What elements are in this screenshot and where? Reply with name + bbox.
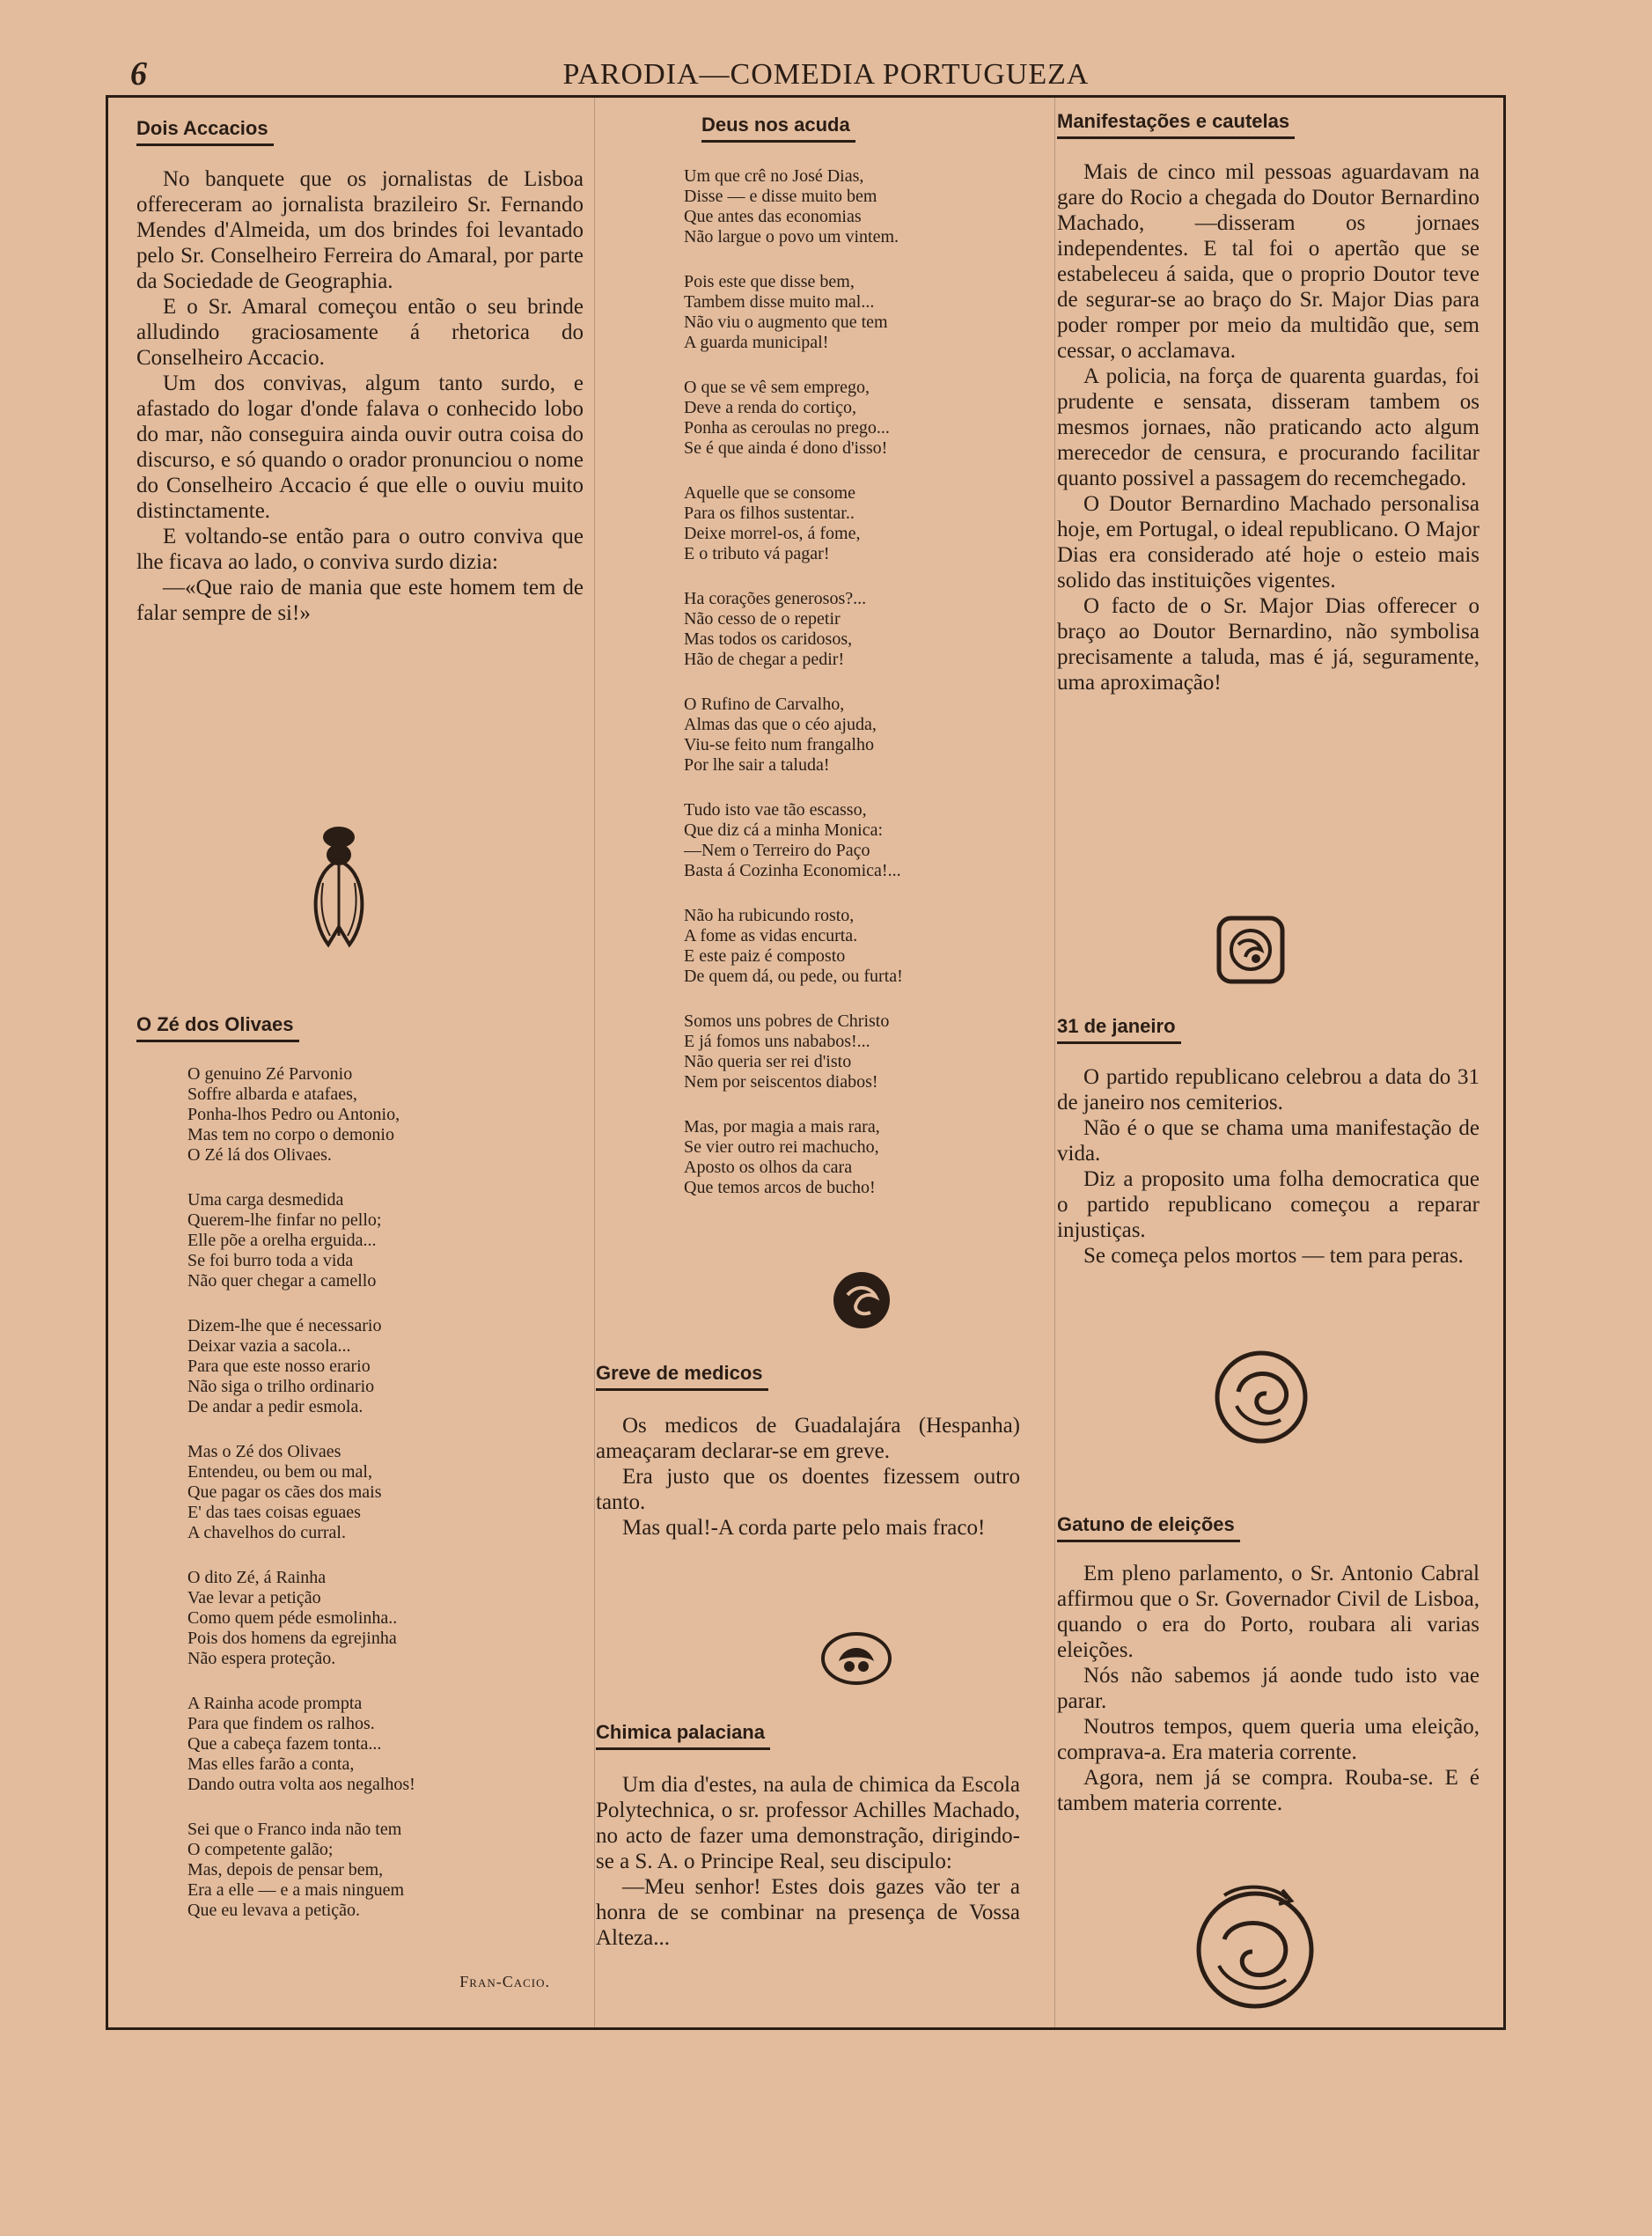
stanza [684,589,1018,670]
verse-line: Mas, por magia a mais rara, [684,1117,880,1136]
paragraph: Era justo que os doentes fizessem outro tanto. [596,1465,1020,1514]
verse-line: E' das taes coisas eguaes [187,1503,361,1522]
verse-line: Tambem disse muito mal... [684,292,875,312]
verse-line: Ha corações generosos?... [684,589,867,608]
verse-line: Não queria ser rei d'isto [684,1052,852,1071]
paragraph: Em pleno parlamento, o Sr. Antonio Cabral affirmou que o Sr. Governador Civil de Lisboa, quando o era do Porto, roubara ali varias eleições. [1057,1562,1479,1662]
stanza [187,1064,557,1166]
verse-line: Mas tem no corpo o demonio [187,1125,394,1144]
paragraph: Noutros tempos, quem queria uma eleição, comprava-a. Era materia corrente. [1057,1715,1479,1764]
verse-line: Aposto os olhos da cara [684,1158,853,1177]
verse-line: Uma carga desmedida [187,1190,344,1210]
stanza [187,1190,557,1291]
verse-line: Deve a renda do cortiço, [684,398,857,417]
page-frame [106,95,1506,2030]
article-title: Chimica palaciana [596,1721,770,1750]
running-head: PARODIA—COMEDIA PORTUGUEZA [562,58,1090,91]
paragraph: Mais de cinco mil pessoas aguardavam na gare do Rocio a chegada do Doutor Bernardino Machado, —disseram os jornaes independentes. E tal foi o apertão que se estabeleceu á saida, que o proprio Doutor teve de segurar-se ao braço do Sr. Major Dias para poder romper por meio da multidão que, sem cessar, o acclamava. [1057,160,1479,363]
verse-line: Mas, depois de pensar bem, [187,1860,384,1879]
verse-line: De quem dá, ou pede, ou furta! [684,967,903,986]
article-title: Manifestações e cautelas [1057,110,1295,139]
stanza [684,272,1018,353]
verse-line: Um que crê no José Dias, [684,166,864,186]
verse-line: Almas das que o céo ajuda, [684,715,877,734]
article-title: Deus nos acuda [701,114,855,143]
column-3 [1057,98,1596,2027]
verse-line: Mas o Zé dos Olivaes [187,1442,341,1461]
verse-line: O dito Zé, á Rainha [187,1568,327,1587]
verse-line: Não espera proteção. [187,1649,336,1668]
paragraph: O partido republicano celebrou a data do 31 de janeiro nos cemiterios. [1057,1065,1479,1114]
verse-line: Elle põe a orelha erguida... [187,1231,377,1250]
verse-line: O genuino Zé Parvonio [187,1064,353,1084]
paragraph: Um dos convivas, algum tanto surdo, e afastado do logar d'onde falava o conhecido lobo do mar, não conseguira ainda ouvir outra coisa do discurso, e só quando o orador pronunciou o nome do Conselheiro Accacio é que elle o ouviu muito distinctamente. [136,371,584,523]
verse-line: O Zé lá dos Olivaes. [187,1145,332,1165]
verse-line: Não largue o povo um vintem. [684,227,899,246]
paragraph: —Meu senhor! Estes dois gazes vão ter a honra de se combinar na presença de Vossa Alteza... [596,1875,1020,1950]
verse-line: Nem por seiscentos diabos! [684,1072,878,1092]
column-2 [596,98,1126,2027]
article-greve-de-medicos [596,1362,768,1391]
article-chimica-palaciana [596,1721,770,1750]
stanza [187,1442,557,1543]
verse-line: Ponha-lhos Pedro ou Antonio, [187,1105,400,1124]
verse-line: Se foi burro toda a vida [187,1251,354,1270]
verse-line: De andar a pedir esmola. [187,1397,363,1416]
paragraph: A policia, na força de quarenta guardas, foi prudente e sensata, disseram tambem os mesmos jornaes, não praticando acto algum merecedor de censura, e procurando facilitar quanto possivel a passagem do recemchegado. [1057,364,1479,490]
column-rule [594,98,595,2027]
verse-line: Não cesso de o repetir [684,609,841,629]
verse-line: Não siga o trilho ordinario [187,1377,375,1396]
verse-line: Mas todos os caridosos, [684,629,853,649]
article-body [1057,1064,1479,1269]
stanza [684,695,1018,776]
verse-line: O Rufino de Carvalho, [684,695,845,714]
poem [187,1064,557,1933]
verse-line: Não ha rubicundo rosto, [684,906,855,925]
article-body [136,166,584,626]
verse-line: Que a cabeça fazem tonta... [187,1734,382,1754]
verse-line: A fome as vidas encurta. [684,926,858,945]
paragraph: Os medicos de Guadalajára (Hespanha) ameaçaram declarar-se em greve. [596,1414,1020,1463]
paragraph: E voltando-se então para o outro conviva que lhe ficava ao lado, o conviva surdo dizia: [136,525,584,574]
verse-line: Dando outra volta aos negalhos! [187,1775,415,1794]
verse-line: Por lhe sair a taluda! [684,755,830,775]
article-body [596,1772,1020,1951]
paragraph: Se começa pelos mortos — tem para peras. [1083,1244,1464,1268]
verse-line: Tudo isto vae tão escasso, [684,800,867,820]
stanza [684,1011,1018,1092]
verse-line: Viu-se feito num frangalho [684,735,874,754]
verse-line: Dizem-lhe que é necessario [187,1316,382,1335]
article-title: 31 de janeiro [1057,1015,1181,1044]
signature: Fran-Cacio. [459,1973,550,1990]
verse-line: O que se vê sem emprego, [684,378,870,397]
verse-line: E este paiz é composto [684,946,846,966]
article-dois-accacios [136,117,274,146]
verse-line: Não viu o augmento que tem [684,313,888,332]
verse-line: Não quer chegar a camello [187,1271,377,1291]
verse-line: Para os filhos sustentar.. [684,504,855,523]
verse-line: Somos uns pobres de Christo [684,1011,890,1031]
stanza [187,1694,557,1795]
stanza [684,483,1018,564]
paragraph: Nós não sabemos já aonde tudo isto vae parar. [1057,1664,1479,1713]
stanza [187,1568,557,1669]
swirl-ornament-icon [1212,1348,1311,1446]
verse-line: Basta á Cozinha Economica!... [684,861,901,880]
verse-line: Vae levar a petição [187,1588,321,1607]
paragraph: O facto de o Sr. Major Dias offerecer o braço ao Doutor Bernardino, não symbolisa precisamente a taluda, mas é já, seguramente, uma aproximação! [1057,594,1479,695]
verse-line: Se é que ainda é dono d'isso! [684,438,888,458]
page-number: 6 [130,55,147,92]
stanza [684,1117,1018,1198]
article-title: O Zé dos Olivaes [136,1013,299,1042]
verse-line: E já fomos uns nababos!... [684,1032,870,1051]
verse-line: Pois dos homens da egrejinha [187,1629,397,1648]
verse-line: E o tributo vá pagar! [684,544,830,563]
verse-line: A Rainha acode prompta [187,1694,363,1713]
verse-line: A chavelhos do curral. [187,1523,346,1542]
verse-line: Que diz cá a minha Monica: [684,820,884,840]
verse-line: Pois este que disse bem, [684,272,855,291]
stanza [684,800,1018,881]
article-body [1057,1561,1479,1816]
verse-line: Que temos arcos de bucho! [684,1178,876,1197]
verse-line: Para que findem os ralhos. [187,1714,375,1733]
verse-line: Deixar vazia a sacola... [187,1336,351,1356]
verse-line: Disse — e disse muito bem [684,187,877,206]
stanza [187,1316,557,1417]
article-31-de-janeiro [1057,1015,1181,1044]
verse-line: Hão de chegar a pedir! [684,650,845,669]
paragraph: O Doutor Bernardino Machado personalisa hoje, em Portugal, o ideal republicano. O Major Dias era considerado até hoje o esteio mais solido das instituições vigentes. [1057,492,1479,592]
verse-line: Era a elle — e a mais ninguem [187,1880,405,1900]
article-title: Gatuno de eleições [1057,1513,1240,1542]
verse-line: Querem-lhe finfar no pello; [187,1210,382,1230]
paragraph: E o Sr. Amaral começou então o seu brinde alludindo graciosamente á rhetorica do Conselheiro Accacio. [136,295,584,370]
article-ze-dos-olivaes [136,1013,299,1042]
verse-line: Se vier outro rei machucho, [684,1137,879,1157]
stanza [187,1820,557,1921]
verse-line: O competente galão; [187,1840,334,1859]
verse-line: Que eu levava a petição. [187,1901,361,1920]
paragraph: Diz a proposito uma folha democratica que o partido republicano começou a reparar injustiças. [1057,1167,1479,1242]
verse-line: Aquelle que se consome [684,483,855,503]
stanza [684,378,1018,459]
article-manifestacoes [1057,110,1295,139]
globe-ornament-icon [1189,1878,1321,2012]
column-1 [136,98,594,2027]
verse-line: Mas elles farão a conta, [187,1754,355,1774]
stanza [684,166,1018,247]
paragraph: Um dia d'estes, na aula de chimica da Escola Polytechnica, o sr. professor Achilles Machado, no acto de fazer uma demonstração, dirigindo-se a S. A. o Principe Real, seu discipulo: [596,1773,1020,1873]
article-deus-nos-acuda [701,114,855,143]
verse-line: Para que este nosso erario [187,1357,371,1376]
shell-ornament-icon [819,1629,893,1688]
article-title: Dois Accacios [136,117,274,146]
verse-line: Ponha as ceroulas no prego... [684,418,890,438]
verse-line: Que antes das economias [684,207,862,226]
article-gatuno-de-eleicoes [1057,1513,1240,1542]
article-body [596,1413,1020,1541]
verse-line: Que pagar os cães dos mais [187,1482,382,1502]
paragraph: Agora, nem já se compra. Rouba-se. E é tambem materia corrente. [1057,1766,1479,1815]
paragraph: No banquete que os jornalistas de Lisboa offereceram ao jornalista brazileiro Sr. Fernando Mendes d'Almeida, um dos brindes foi levantado pelo Sr. Conselheiro Ferreira do Amaral, por parte da Sociedade de Geographia. [136,167,584,293]
verse-line: A guarda municipal! [684,333,829,352]
square-ornament-icon [1215,915,1286,985]
article-body [1057,159,1479,695]
verse-line: —Nem o Terreiro do Paço [684,841,870,860]
stanza [684,906,1018,987]
poem [684,166,1018,1223]
verse-line: Como quem péde esmolinha.. [187,1608,398,1628]
verse-line: Entendeu, ou bem ou mal, [187,1462,372,1482]
paragraph: Não é o que se chama uma manifestação de vida. [1057,1116,1479,1166]
paragraph: Mas qual!-A corda parte pelo mais fraco! [622,1516,986,1540]
verse-line: Soffre albarda e atafaes, [187,1085,357,1104]
article-title: Greve de medicos [596,1362,768,1391]
paragraph: —«Que raio de mania que este homem tem de falar sempre de si!» [136,576,584,625]
cicada-ornament-icon [304,821,374,953]
verse-line: Deixe morrel-os, á fome, [684,524,861,543]
round-ornament-icon [830,1269,893,1332]
verse-line: Sei que o Franco inda não tem [187,1820,402,1839]
